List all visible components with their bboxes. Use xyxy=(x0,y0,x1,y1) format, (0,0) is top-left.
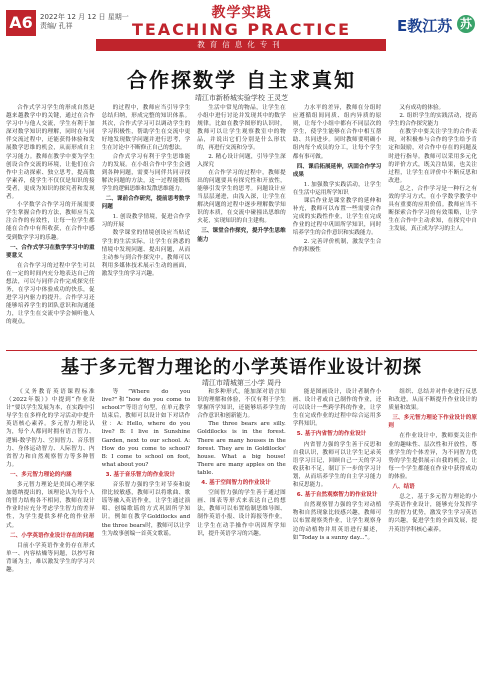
subheading: 4. 基于空间智力的作业设计 xyxy=(201,480,271,487)
article2-column xyxy=(197,388,286,693)
article2-column xyxy=(102,388,191,693)
paragraph: 合作式学习学生的形成自然是越来越教学中的关键，通过在合作学习中与他人交流，学生有利于加深对数学知识的理解，同时在与同伴交流过程中，还能获得体验和发展数学思维的机会，从而形成自主学习能力。教师在教学中要为学生创设合作交流的环境，让他们在合作中主动探索、独立思考，提高数学素养，使学生不仅仅是知识的接受者，更成为知识的探究者和发现者。 xyxy=(6,105,95,201)
paragraph: 生活中常见的物品，让学生在小组中进行讨论并发现其中的数学规律。比如在教学图形的认识时，教师可以让学生观察教室中的物品，并说出它们分别是什么形状的，再进行交流和分享。 xyxy=(197,105,286,152)
paragraph: 音乐智力强的学生对节奏和旋律比较敏感，教师可以将歌曲、歌谣等融入英语作业，让学生通过演唱、创编歌谣的方式巩固所学知识。例如在教学Goldilocks and the three bears时，教师可以让学生为故事创编一首英文歌谣。 xyxy=(101,482,191,537)
article2-column xyxy=(388,388,477,693)
issue-date: 2022年 12 月 12 日 星期一 xyxy=(40,13,129,21)
section-subtitle-bar: 教育信息化专刊 xyxy=(96,39,386,51)
paragraph: 多元智力理论是美国心理学家加德纳提出的，该理论认为每个人的智力结构各不相同，教师在设计作业时应充分考虑学生智力的差异性，为学生提供多样化的作业形式。 xyxy=(6,482,95,529)
article1-column xyxy=(388,104,477,347)
article2-column xyxy=(293,388,382,693)
paragraph: 数学课堂的情境创设应当贴近学生的生活实际，让学生在熟悉的情境中发现问题、提出问题，从而主动参与到合作探究中。教师可以利用多媒体技术展示生动的画面，激发学生的学习兴趣。 xyxy=(101,230,191,277)
paragraph: 课后作业是课堂教学的延伸和补充，教师可以布置一些需要合作完成的实践性作业，让学生在完成作业的过程中巩固所学知识，同时培养学生的合作意识和实践能力。 xyxy=(292,198,382,237)
paragraph: 自然观察智力强的学生对动植物和自然现象比较感兴趣，教师可以布置观察类作业，让学生观察身边的动植物并用英语进行描述，如“Today is a sunny day...”。 xyxy=(292,502,382,541)
article1-column xyxy=(6,104,95,347)
article-divider xyxy=(6,350,477,351)
article1-column xyxy=(102,104,191,347)
paragraph: 小学数学合作学习的开展需要学生掌握合作的方法，教师应当关注合作的有效性，让每一位学生都能在合作中有所收获，在合作中感受到数学学习的乐趣。 xyxy=(6,202,95,241)
article1-title: 合作探数学 自主求真知 xyxy=(127,68,356,92)
subheading: 三、课堂合作探究，提升学生思维能力 xyxy=(197,228,286,243)
subheading: 二、小学英语作业设计存在的问题 xyxy=(10,532,94,539)
paragraph: 总之，合作学习是一种行之有效的学习方式，在小学数学教学中具有重要的应用价值。教师应当不断探索合作学习的有效策略，让学生在合作中主动求知，在探究中自主发展，真正成为学习的主人。 xyxy=(388,185,477,233)
paragraph: The three bears are silly. Goldilocks is in the forest. There are many houses in the forest. They are in Goldilocks' house. What a big house! There are many apples on the table. xyxy=(197,421,286,476)
subheading: 6. 基于自然观察智力的作业设计 xyxy=(296,492,378,499)
page-number: A6 xyxy=(6,10,36,36)
subheading: 四、课后拓展延伸，巩固合作学习成果 xyxy=(292,163,382,178)
brand-badge-icon: 苏 xyxy=(457,15,475,33)
paragraph: 合作式学习有利于学生思维能力的发展。在小组合作中学生会遇到各种问题，需要与同伴共同寻找解决问题的方法，这一过程能锻炼学生的逻辑思维和发散思维能力。 xyxy=(101,153,191,192)
paragraph: 《义务教育英语课程标准（2022年版）》中提到“作业设计”要以学生发展为本，在实践中引导学生在多样化的学习活动中提升英语核心素养。多元智力理论认为，每个人都同时拥有语言智力、逻辑-数学智力、空间智力、音乐智力、身体运动智力、人际智力、内省智力和自然观察智力等多种智力。 xyxy=(6,389,95,468)
subheading: 二、课前合作研究，提前思考数学问题 xyxy=(101,196,191,211)
brand-logo xyxy=(397,13,475,37)
article1-byline: 靖江市新桥城实验学校 王灵芝 xyxy=(194,94,289,102)
subheading: 八、结语 xyxy=(392,484,415,491)
paragraph: 在合作学习的过程中学生可以在一定的时间内充分地表达自己的想法，可以与同伴合作完成探究任务，在学习中体验成功的快乐，促进学习内驱力的提升。合作学习还能够培养学生的团队意识和沟通能力，让学生在交流中学会倾听他人的观点。 xyxy=(6,262,95,326)
paragraph: 总之，基于多元智力理论的小学英语作业设计，能够充分发挥学生的智力优势，激发学生学习英语的兴趣，促进学生的全面发展，提升英语学科核心素养。 xyxy=(388,494,477,533)
subheading: 一、多元智力理论的内涵 xyxy=(10,471,72,478)
article2-title: 基于多元智力理论的小学英语作业设计初探 xyxy=(61,357,422,378)
paragraph: 2. 精心设计问题，引导学生深入探究 xyxy=(197,153,286,168)
paragraph: 等”Where do you live?”和“how do you come to school?”等语言句型，在单元教学结束后，教师可以设计如下对话作业：A: Hello, where do you live? B: I live in Sunshine Garden, next to our school. A: How do you come to school? B: I come to school on foot, what about you? xyxy=(101,389,191,468)
article2-body xyxy=(6,388,477,693)
paragraph: 目前小学英语作业仍存在形式单一、内容枯燥等问题，以抄写和背诵为主，难以激发学生的学习兴趣。 xyxy=(6,542,95,573)
article1-body xyxy=(6,104,477,347)
paragraph: 1. 创设教学情境，促进合作学习的开展 xyxy=(101,214,191,229)
paragraph: 2. 完善评价机制，激发学生合作的积极性 xyxy=(292,238,382,253)
paragraph: 在作业设计中，教师要关注作业的趣味性、层次性和开放性，尊重学生的个体差异，为不同智力优势的学生提供展示自我的机会，让每一个学生都能在作业中获得成功的体验。 xyxy=(388,433,477,480)
paragraph: 的过程中，教师应当引导学生总结归纳，形成完整的知识体系。其次，合作式学习可以调动学生的学习积极性，帮助学生在交流中更好地发现数学问题并进行思考，学生在讨论中不断修正自己的想法。 xyxy=(101,105,191,152)
subheading: 三、多元智力理论下作业设计的原则 xyxy=(388,415,477,430)
article1-column xyxy=(197,104,286,347)
subheading: 3. 基于音乐智力的作业设计 xyxy=(105,471,176,478)
paragraph: 和多种形式，能加深对语言知识的理解和体验，不仅有利于学生掌握所学知识，还能够培养学生的合作意识和创新能力。 xyxy=(197,389,286,420)
paragraph: 在教学中要关注学生的合作表现，对积极参与合作的学生给予肯定和鼓励，对合作中存在的问题及时进行指导。教师可以采用多元化的评价方式，既关注结果，也关注过程，让学生在评价中不断反思和改进。 xyxy=(388,129,477,184)
paragraph: 空间智力强的学生善于通过图画、图表等形式来表达自己的想法，教师可以布置绘制思维导图、制作英语小报、设计海报等作业，让学生在动手操作中巩固所学知识，提升英语学习的兴趣。 xyxy=(197,490,286,537)
issue-editor: 责编/ 孔祥 xyxy=(40,22,73,30)
paragraph: 力水平的差异，教师在分组时应遵循组间同质、组内异质的原则，让每个小组中都有不同层次的学生，使学生能够在合作中相互帮助、共同进步。同时教师要明确小组内每个成员的分工，让每个学生都有事可做。 xyxy=(292,105,382,160)
paragraph: 2. 组织学生的实践活动，提高学生的合作探究能力 xyxy=(388,113,477,128)
paragraph: 又有成功的体验。 xyxy=(399,105,445,111)
paragraph: 在合作学习的过程中，教师提出的问题要具有探究性和开放性，能够引发学生的思考。问题设计应当层层递进，由浅入深，让学生在解决问题的过程中逐步理解数学知识的本质，在交流中碰撞出思维的火花，实现知识的自主建构。 xyxy=(197,169,286,225)
article2-byline: 靖江市靖城第三小学 周丹 xyxy=(201,379,282,387)
paragraph: 能是图画设计，设计者制作小画、设计者或自己制作的作业，还可以设计一些跨学科的作业，让学生在完成作业的过程中综合运用多学科知识。 xyxy=(292,389,382,428)
article1-column xyxy=(293,104,382,347)
page-header xyxy=(0,0,483,56)
section-title-en: TEACHING PRACTICE xyxy=(131,20,352,39)
paragraph: 组织、总结并对作业进行反思和改进，从而不断提升作业设计的质量和效果。 xyxy=(388,389,477,412)
article2-column xyxy=(6,388,95,693)
subheading: 5. 基于内省智力的作业设计 xyxy=(296,431,367,438)
section-title: 教学实践 xyxy=(211,5,272,21)
subheading: 一、合作式学习在数学学习中的重要意义 xyxy=(6,244,95,259)
brand-text: E教江苏 xyxy=(397,17,453,35)
paragraph: 1. 加强数学实践活动，让学生在生活中运用所学知识 xyxy=(292,181,382,196)
paragraph: 内省智力强的学生善于反思和自我认识，教师可以让学生记录英语学习日记，回顾自己一天的学习收获和不足，制订下一步的学习计划，从而培养学生的自主学习能力和反思能力。 xyxy=(292,441,382,489)
